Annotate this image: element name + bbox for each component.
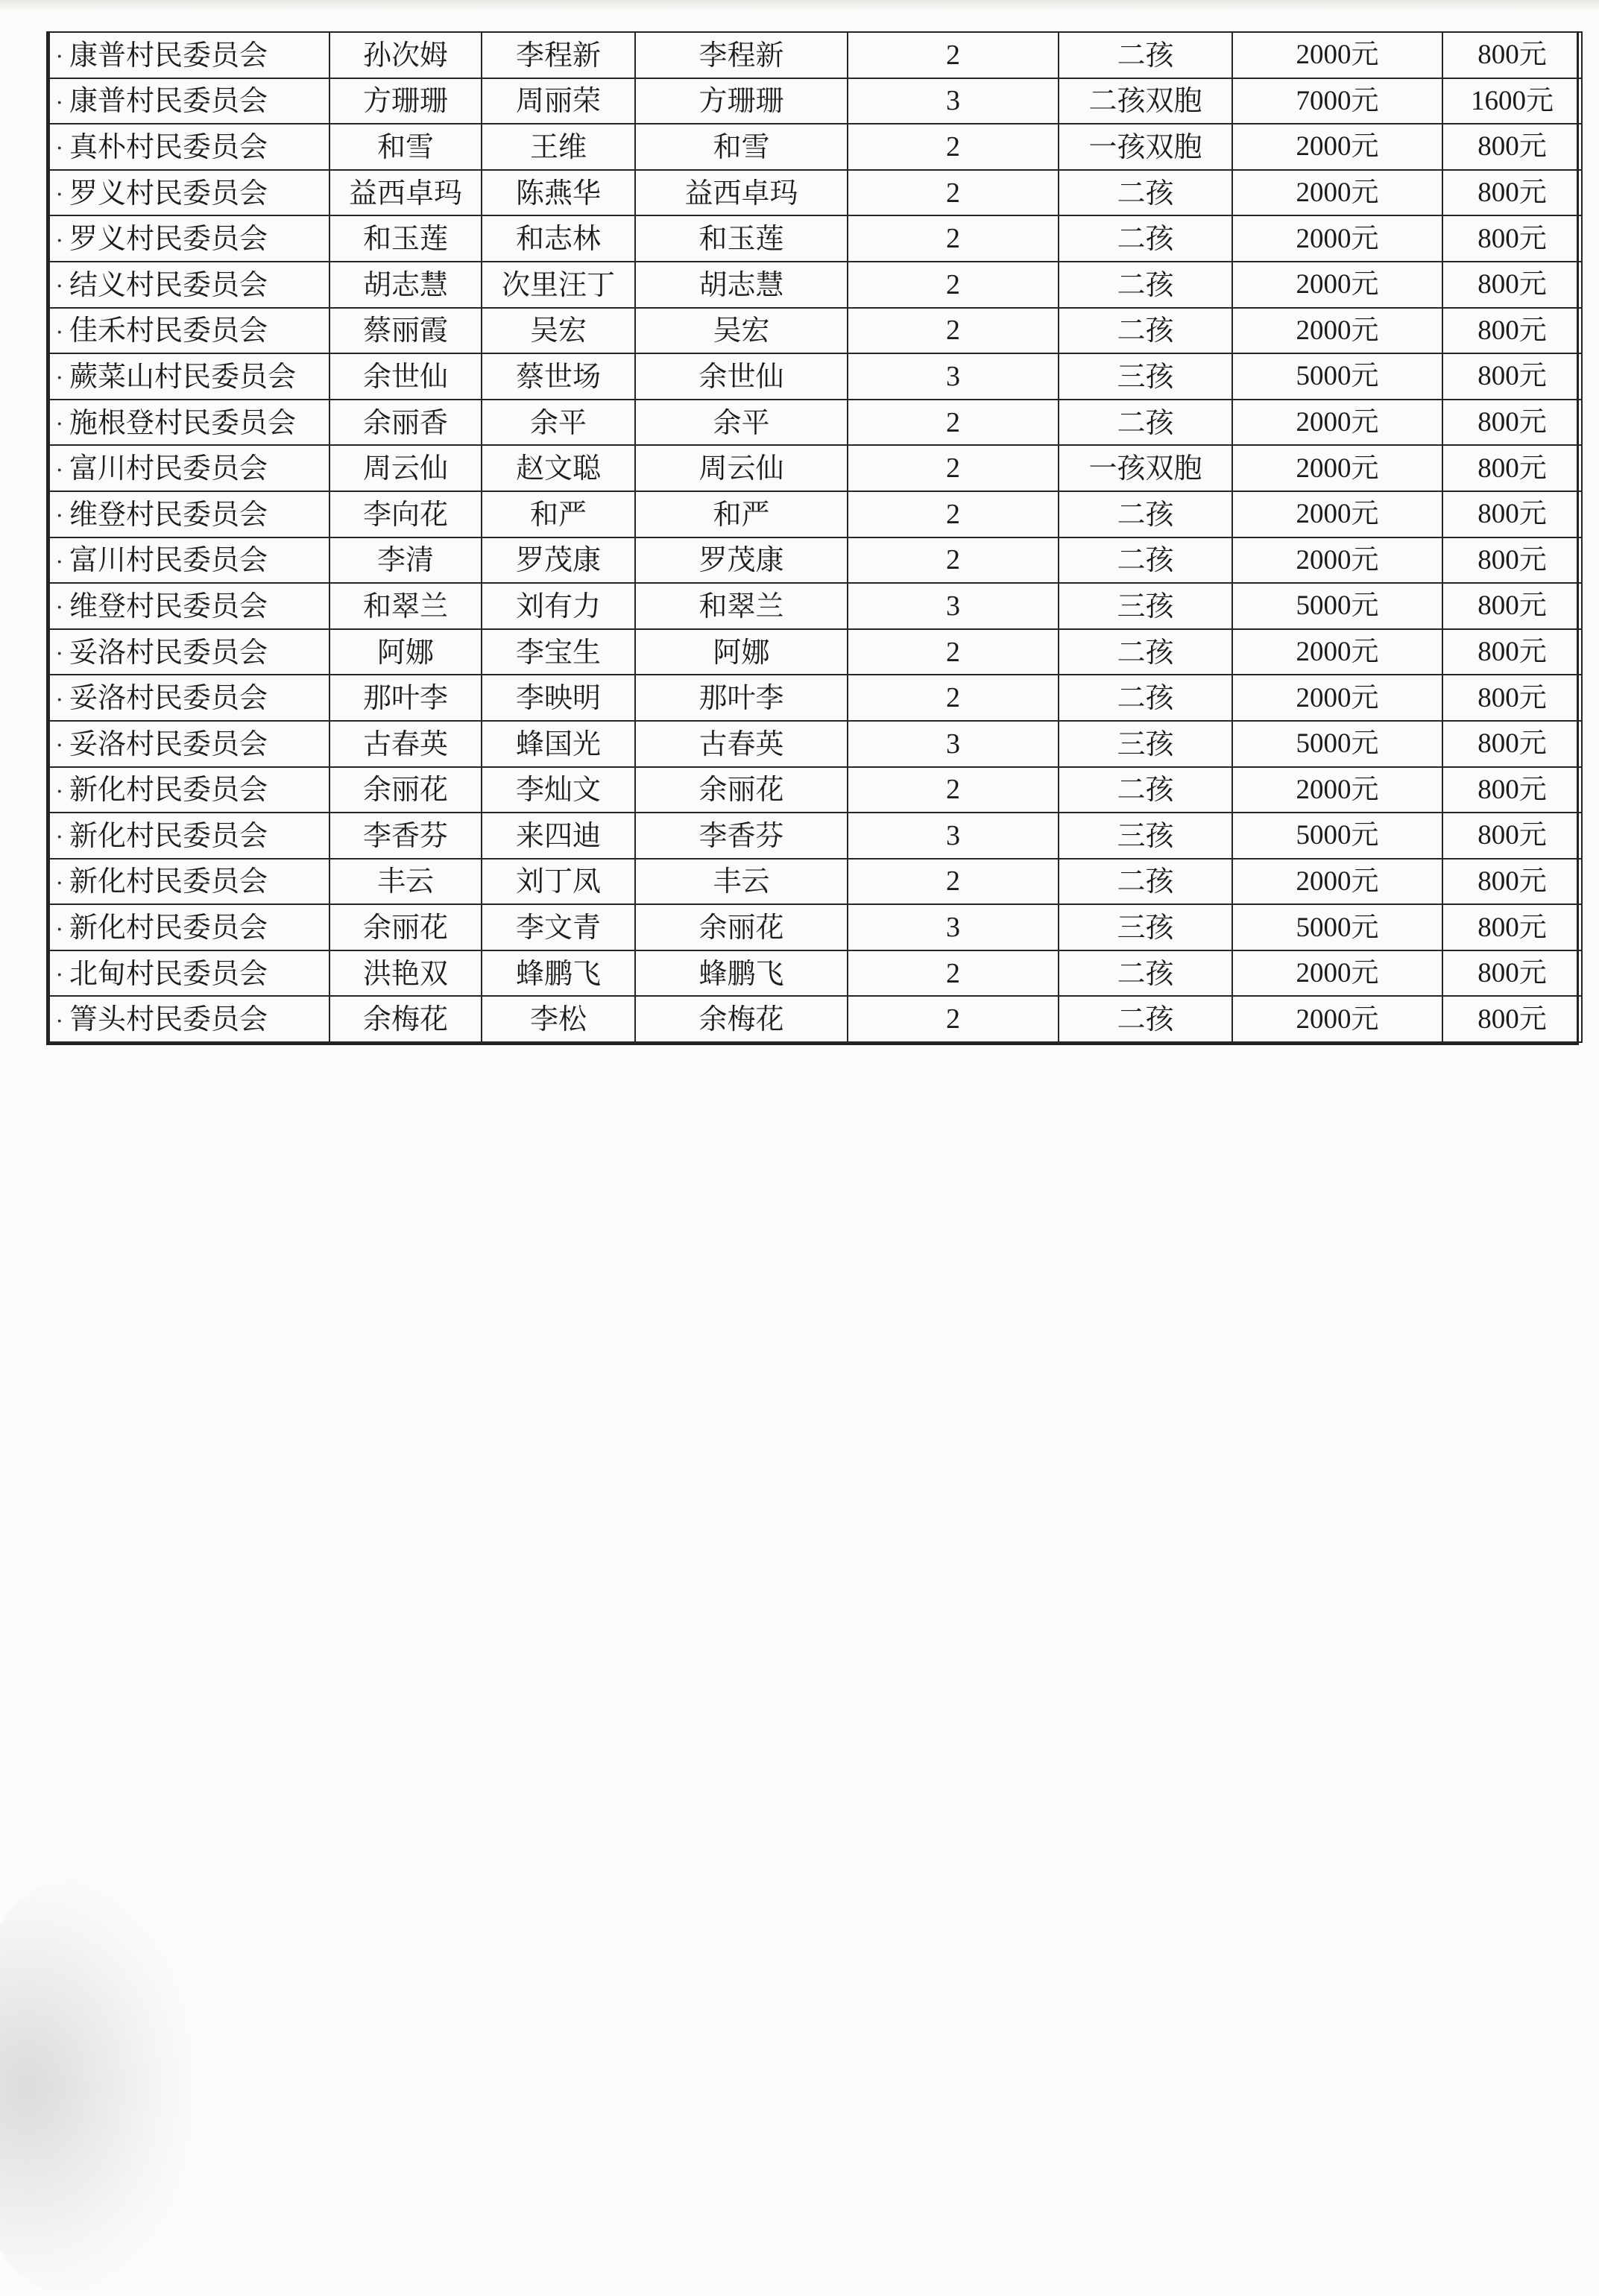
committee-label: 新化村民委员会 [69, 911, 268, 944]
table-row [49, 353, 1582, 400]
bullet-dot-icon: · [56, 916, 63, 943]
name-c-cell: 那叶李 [635, 675, 848, 721]
name-c-cell: 吴宏 [635, 308, 848, 354]
amount-2-cell: 800元 [1442, 124, 1582, 170]
name-b-cell: 赵文聪 [482, 445, 635, 491]
amount-1-cell: 2000元 [1232, 859, 1442, 905]
bullet-dot-icon: · [56, 44, 63, 71]
name-b-cell: 来四迪 [482, 813, 635, 859]
name-b-cell: 刘有力 [482, 583, 635, 629]
count-cell: 3 [848, 353, 1059, 400]
name-a-cell: 李香芬 [329, 813, 482, 859]
committee-cell [49, 767, 329, 813]
count-cell: 2 [848, 308, 1059, 354]
bullet-dot-icon: · [56, 89, 63, 116]
committee-cell [49, 78, 329, 124]
amount-2-cell: 800元 [1442, 445, 1582, 491]
amount-1-cell: 2000元 [1232, 308, 1442, 354]
bullet-dot-icon: · [56, 227, 63, 254]
table-row [49, 996, 1582, 1042]
committee-cell [49, 537, 329, 584]
name-c-cell: 余梅花 [635, 996, 848, 1042]
name-c-cell: 李香芬 [635, 813, 848, 859]
committee-label: 结义村民委员会 [69, 268, 268, 301]
name-c-cell: 李程新 [635, 32, 848, 78]
committee-cell [49, 859, 329, 905]
bullet-dot-icon: · [56, 136, 63, 163]
category-cell: 一孩双胞 [1059, 445, 1232, 491]
count-cell: 3 [848, 904, 1059, 950]
scan-edge-shadow [0, 0, 1599, 10]
name-b-cell: 蔡世场 [482, 353, 635, 400]
bullet-dot-icon: · [56, 1008, 63, 1035]
category-cell: 三孩 [1059, 583, 1232, 629]
name-a-cell: 孙次姆 [329, 32, 482, 78]
name-b-cell: 李映明 [482, 675, 635, 721]
name-b-cell: 余平 [482, 400, 635, 446]
table-row [49, 767, 1582, 813]
amount-1-cell: 2000元 [1232, 629, 1442, 675]
committee-cell [49, 353, 329, 400]
table-row [49, 308, 1582, 354]
amount-2-cell: 800元 [1442, 950, 1582, 997]
name-b-cell: 刘丁凤 [482, 859, 635, 905]
bullet-dot-icon: · [56, 733, 63, 760]
name-b-cell: 李程新 [482, 32, 635, 78]
count-cell: 2 [848, 215, 1059, 262]
name-b-cell: 蜂国光 [482, 721, 635, 767]
committee-label: 康普村民委员会 [69, 38, 268, 72]
records-table-frame [46, 31, 1579, 1045]
count-cell: 2 [848, 950, 1059, 997]
table-row [49, 215, 1582, 262]
count-cell: 2 [848, 400, 1059, 446]
committee-cell [49, 813, 329, 859]
amount-1-cell: 2000元 [1232, 170, 1442, 216]
amount-1-cell: 2000元 [1232, 32, 1442, 78]
count-cell: 3 [848, 721, 1059, 767]
committee-label: 富川村民委员会 [69, 452, 268, 485]
bullet-dot-icon: · [56, 411, 63, 438]
name-c-cell: 阿娜 [635, 629, 848, 675]
bullet-dot-icon: · [56, 457, 63, 484]
table-row [49, 537, 1582, 584]
committee-cell [49, 262, 329, 308]
amount-2-cell: 1600元 [1442, 78, 1582, 124]
category-cell: 三孩 [1059, 721, 1232, 767]
bullet-dot-icon: · [56, 962, 63, 989]
committee-label: 新化村民委员会 [69, 773, 268, 807]
committee-label: 施根登村民委员会 [69, 406, 297, 439]
bullet-dot-icon: · [56, 182, 63, 209]
name-a-cell: 周云仙 [329, 445, 482, 491]
name-b-cell: 蜂鹏飞 [482, 950, 635, 997]
name-a-cell: 余丽香 [329, 400, 482, 446]
count-cell: 2 [848, 767, 1059, 813]
scan-smudge [0, 1879, 194, 2296]
committee-cell [49, 904, 329, 950]
bullet-dot-icon: · [56, 549, 63, 575]
amount-2-cell: 800元 [1442, 537, 1582, 584]
name-b-cell: 罗茂康 [482, 537, 635, 584]
name-a-cell: 益西卓玛 [329, 170, 482, 216]
count-cell: 2 [848, 491, 1059, 537]
name-c-cell: 胡志慧 [635, 262, 848, 308]
committee-cell [49, 445, 329, 491]
amount-1-cell: 2000元 [1232, 262, 1442, 308]
amount-1-cell: 2000元 [1232, 675, 1442, 721]
amount-1-cell: 2000元 [1232, 491, 1442, 537]
count-cell: 2 [848, 262, 1059, 308]
amount-1-cell: 2000元 [1232, 537, 1442, 584]
bullet-dot-icon: · [56, 778, 63, 805]
table-row [49, 400, 1582, 446]
committee-label: 富川村民委员会 [69, 543, 268, 577]
name-a-cell: 丰云 [329, 859, 482, 905]
name-c-cell: 和严 [635, 491, 848, 537]
amount-2-cell: 800元 [1442, 308, 1582, 354]
name-b-cell: 周丽荣 [482, 78, 635, 124]
amount-2-cell: 800元 [1442, 583, 1582, 629]
name-a-cell: 李向花 [329, 491, 482, 537]
committee-cell [49, 996, 329, 1042]
bullet-dot-icon: · [56, 870, 63, 897]
committee-label: 新化村民委员会 [69, 865, 268, 898]
name-b-cell: 李文青 [482, 904, 635, 950]
amount-1-cell: 2000元 [1232, 996, 1442, 1042]
table-row [49, 491, 1582, 537]
amount-2-cell: 800元 [1442, 859, 1582, 905]
name-c-cell: 余丽花 [635, 904, 848, 950]
category-cell: 三孩 [1059, 813, 1232, 859]
count-cell: 3 [848, 583, 1059, 629]
name-a-cell: 余丽花 [329, 767, 482, 813]
name-b-cell: 李宝生 [482, 629, 635, 675]
name-c-cell: 罗茂康 [635, 537, 848, 584]
count-cell: 2 [848, 445, 1059, 491]
committee-cell [49, 215, 329, 262]
category-cell: 二孩 [1059, 491, 1232, 537]
amount-2-cell: 800元 [1442, 262, 1582, 308]
amount-1-cell: 5000元 [1232, 813, 1442, 859]
amount-1-cell: 2000元 [1232, 124, 1442, 170]
committee-label: 佳禾村民委员会 [69, 314, 268, 347]
committee-label: 蕨菜山村民委员会 [69, 359, 297, 393]
committee-label: 真朴村民委员会 [69, 130, 268, 163]
name-b-cell: 王维 [482, 124, 635, 170]
name-a-cell: 古春英 [329, 721, 482, 767]
bullet-dot-icon: · [56, 274, 63, 300]
committee-label: 维登村民委员会 [69, 589, 268, 622]
name-c-cell: 和翠兰 [635, 583, 848, 629]
committee-label: 罗义村民委员会 [69, 176, 268, 209]
name-c-cell: 余世仙 [635, 353, 848, 400]
amount-2-cell: 800元 [1442, 353, 1582, 400]
count-cell: 2 [848, 537, 1059, 584]
count-cell: 2 [848, 629, 1059, 675]
name-a-cell: 和雪 [329, 124, 482, 170]
category-cell: 二孩 [1059, 950, 1232, 997]
committee-cell [49, 124, 329, 170]
category-cell: 三孩 [1059, 353, 1232, 400]
name-c-cell: 古春英 [635, 721, 848, 767]
name-a-cell: 余世仙 [329, 353, 482, 400]
bullet-dot-icon: · [56, 503, 63, 530]
amount-1-cell: 5000元 [1232, 353, 1442, 400]
committee-cell [49, 675, 329, 721]
amount-2-cell: 800元 [1442, 813, 1582, 859]
name-c-cell: 丰云 [635, 859, 848, 905]
name-b-cell: 吴宏 [482, 308, 635, 354]
category-cell: 二孩 [1059, 400, 1232, 446]
records-table [48, 31, 1583, 1043]
count-cell: 2 [848, 170, 1059, 216]
committee-cell [49, 629, 329, 675]
committee-cell [49, 400, 329, 446]
amount-2-cell: 800元 [1442, 400, 1582, 446]
name-c-cell: 余丽花 [635, 767, 848, 813]
count-cell: 2 [848, 996, 1059, 1042]
table-row [49, 859, 1582, 905]
count-cell: 2 [848, 859, 1059, 905]
amount-1-cell: 5000元 [1232, 904, 1442, 950]
committee-label: 妥洛村民委员会 [69, 681, 268, 715]
bullet-dot-icon: · [56, 687, 63, 713]
committee-label: 罗义村民委员会 [69, 222, 268, 256]
name-b-cell: 李松 [482, 996, 635, 1042]
name-a-cell: 和玉莲 [329, 215, 482, 262]
committee-label: 维登村民委员会 [69, 497, 268, 531]
table-row [49, 675, 1582, 721]
category-cell: 二孩 [1059, 170, 1232, 216]
table-row [49, 813, 1582, 859]
category-cell: 二孩 [1059, 32, 1232, 78]
name-a-cell: 和翠兰 [329, 583, 482, 629]
name-b-cell: 和严 [482, 491, 635, 537]
name-c-cell: 周云仙 [635, 445, 848, 491]
amount-1-cell: 2000元 [1232, 950, 1442, 997]
name-a-cell: 余梅花 [329, 996, 482, 1042]
committee-cell [49, 491, 329, 537]
name-a-cell: 阿娜 [329, 629, 482, 675]
committee-cell [49, 170, 329, 216]
bullet-dot-icon: · [56, 595, 63, 622]
table-row [49, 721, 1582, 767]
name-c-cell: 蜂鹏飞 [635, 950, 848, 997]
amount-1-cell: 2000元 [1232, 767, 1442, 813]
category-cell: 二孩 [1059, 537, 1232, 584]
committee-label: 箐头村民委员会 [69, 1003, 268, 1036]
count-cell: 2 [848, 32, 1059, 78]
count-cell: 2 [848, 124, 1059, 170]
name-c-cell: 和玉莲 [635, 215, 848, 262]
amount-1-cell: 7000元 [1232, 78, 1442, 124]
amount-1-cell: 5000元 [1232, 721, 1442, 767]
name-a-cell: 胡志慧 [329, 262, 482, 308]
category-cell: 二孩 [1059, 262, 1232, 308]
category-cell: 二孩双胞 [1059, 78, 1232, 124]
name-b-cell: 陈燕华 [482, 170, 635, 216]
table-row [49, 583, 1582, 629]
category-cell: 二孩 [1059, 996, 1232, 1042]
amount-2-cell: 800元 [1442, 32, 1582, 78]
name-a-cell: 余丽花 [329, 904, 482, 950]
table-row [49, 629, 1582, 675]
committee-label: 新化村民委员会 [69, 819, 268, 852]
records-table-body [49, 32, 1582, 1042]
table-row [49, 262, 1582, 308]
name-c-cell: 益西卓玛 [635, 170, 848, 216]
amount-2-cell: 800元 [1442, 491, 1582, 537]
committee-cell [49, 583, 329, 629]
category-cell: 二孩 [1059, 629, 1232, 675]
count-cell: 2 [848, 675, 1059, 721]
bullet-dot-icon: · [56, 641, 63, 668]
amount-2-cell: 800元 [1442, 629, 1582, 675]
amount-2-cell: 800元 [1442, 170, 1582, 216]
amount-2-cell: 800元 [1442, 996, 1582, 1042]
name-c-cell: 方珊珊 [635, 78, 848, 124]
category-cell: 一孩双胞 [1059, 124, 1232, 170]
table-row [49, 950, 1582, 997]
committee-cell [49, 721, 329, 767]
table-row [49, 124, 1582, 170]
table-row [49, 445, 1582, 491]
category-cell: 二孩 [1059, 675, 1232, 721]
name-a-cell: 蔡丽霞 [329, 308, 482, 354]
table-row [49, 904, 1582, 950]
name-a-cell: 方珊珊 [329, 78, 482, 124]
committee-label: 康普村民委员会 [69, 84, 268, 118]
category-cell: 二孩 [1059, 859, 1232, 905]
amount-2-cell: 800元 [1442, 675, 1582, 721]
amount-2-cell: 800元 [1442, 904, 1582, 950]
bullet-dot-icon: · [56, 365, 63, 392]
name-b-cell: 次里汪丁 [482, 262, 635, 308]
name-c-cell: 余平 [635, 400, 848, 446]
name-a-cell: 那叶李 [329, 675, 482, 721]
committee-label: 妥洛村民委员会 [69, 727, 268, 760]
bullet-dot-icon: · [56, 319, 63, 346]
name-b-cell: 李灿文 [482, 767, 635, 813]
table-row [49, 170, 1582, 216]
amount-2-cell: 800元 [1442, 767, 1582, 813]
amount-1-cell: 2000元 [1232, 400, 1442, 446]
amount-2-cell: 800元 [1442, 721, 1582, 767]
committee-label: 妥洛村民委员会 [69, 635, 268, 669]
committee-label: 北甸村民委员会 [69, 956, 268, 990]
name-c-cell: 和雪 [635, 124, 848, 170]
committee-cell [49, 32, 329, 78]
category-cell: 二孩 [1059, 767, 1232, 813]
name-b-cell: 和志林 [482, 215, 635, 262]
committee-cell [49, 308, 329, 354]
count-cell: 3 [848, 813, 1059, 859]
table-row [49, 78, 1582, 124]
name-a-cell: 洪艳双 [329, 950, 482, 997]
amount-1-cell: 2000元 [1232, 445, 1442, 491]
category-cell: 三孩 [1059, 904, 1232, 950]
amount-2-cell: 800元 [1442, 215, 1582, 262]
table-row [49, 32, 1582, 78]
name-a-cell: 李清 [329, 537, 482, 584]
category-cell: 二孩 [1059, 215, 1232, 262]
category-cell: 二孩 [1059, 308, 1232, 354]
count-cell: 3 [848, 78, 1059, 124]
bullet-dot-icon: · [56, 824, 63, 851]
committee-cell [49, 950, 329, 997]
amount-1-cell: 2000元 [1232, 215, 1442, 262]
amount-1-cell: 5000元 [1232, 583, 1442, 629]
